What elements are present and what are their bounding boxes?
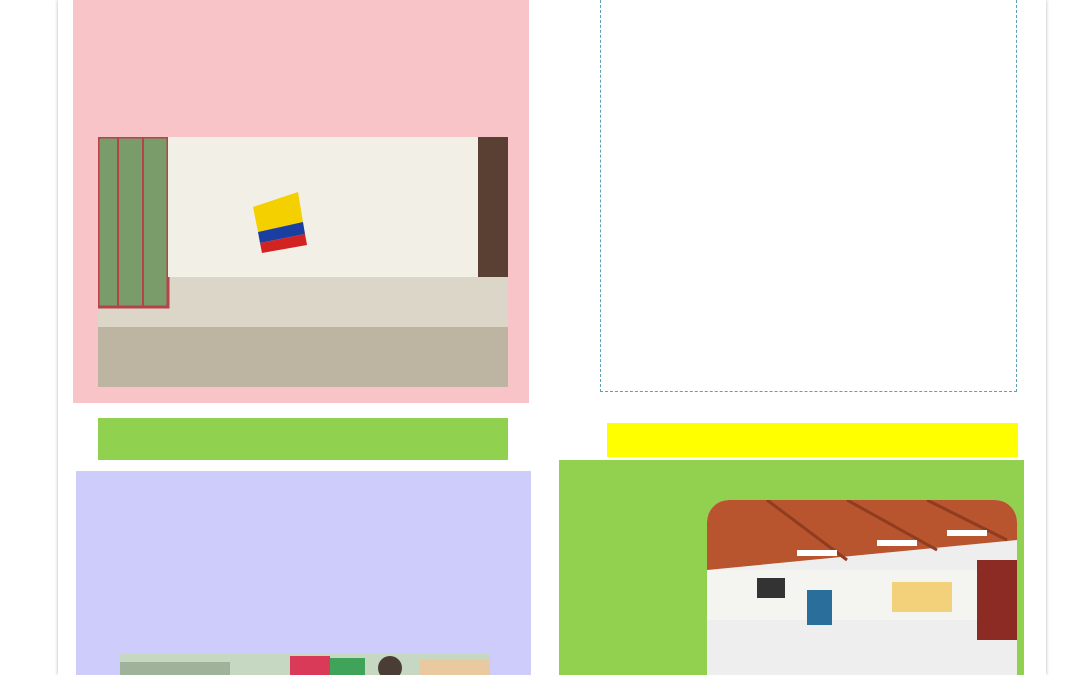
sports-day-section [600, 0, 1017, 392]
robotica-section [76, 471, 531, 675]
robotica-photo [120, 654, 490, 675]
children-costume-photo [649, 108, 967, 392]
plan-formacion-heading [607, 423, 1018, 457]
parents-meeting-photo [707, 500, 1017, 675]
robotica-heading [98, 418, 508, 460]
mothers-day-section [73, 0, 529, 403]
plan-formacion-section [559, 460, 1024, 675]
mothers-day-photo-illustration [98, 137, 508, 387]
robotica-photo-strip [120, 654, 490, 675]
mothers-day-photo [98, 137, 508, 387]
parents-meeting-illustration [707, 500, 1017, 675]
children-illustration [649, 108, 967, 392]
